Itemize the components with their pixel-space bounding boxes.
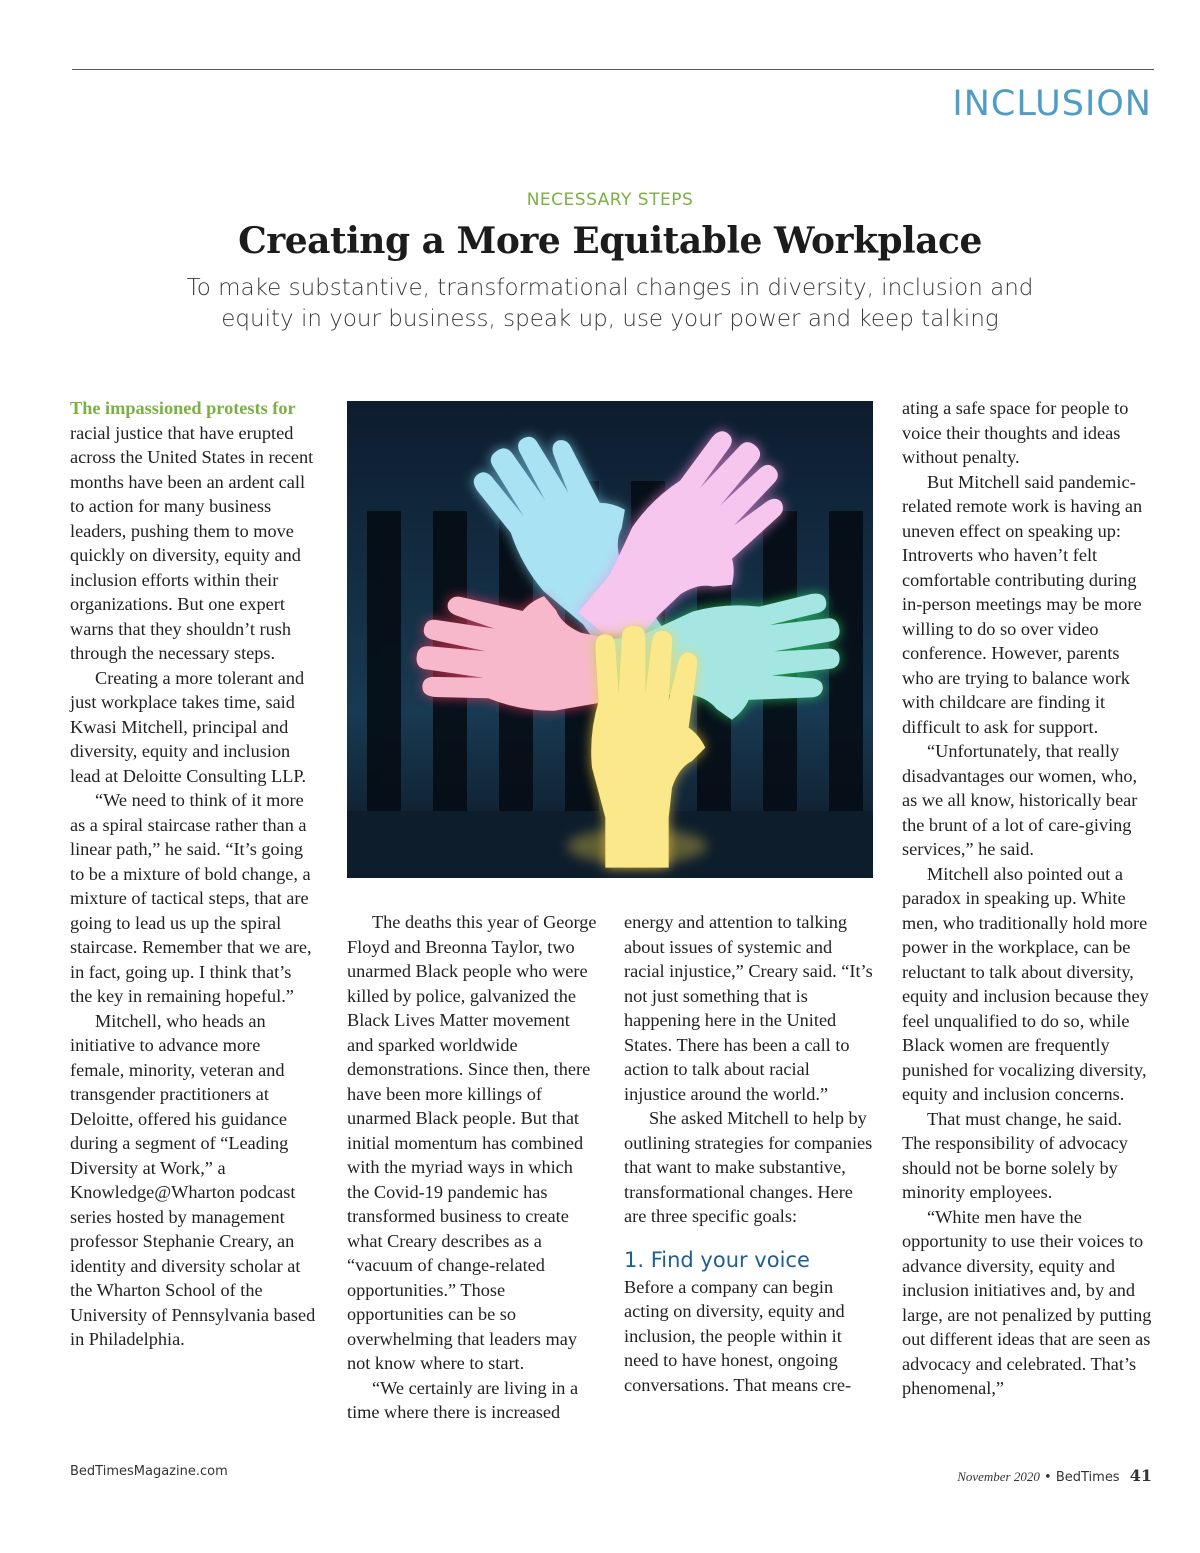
paragraph: Mitchell also pointed out a paradox in speaking up. White men, who traditionally hold more power in the workplace, can be reluctant to talk about diversity, equity and inclusion because they feel unqualified to do so, while Black women are frequently punished for vocalizing diversity, equity and inclusion concerns. — [902, 863, 1149, 1104]
hands-photo — [347, 401, 873, 878]
paragraph: “We need to think of it more as a spiral staircase rather than a linear path,” he said. “It’s going to be a mixture of bold change, a mixture of tactical steps, that are going to lead us up the spiral staircase. Remember that we are, in fact, going up. I think that’s the key in remaining hopeful.” — [70, 790, 312, 1006]
paragraph: Creating a more tolerant and just workplace takes time, said Kwasi Mitchell, principal and diversity, equity and inclusion lead at Deloitte Consulting LLP. — [70, 667, 307, 786]
paragraph: Before a company can begin acting on diversity, equity and inclusion, the people within it need to have honest, ongoing conversations. That means cre- — [624, 1276, 852, 1395]
paragraph-text: racial justice that have erupted across the United States in recent months have been an ardent call to action for many business leaders, pushing them to move quickly on diversity, equity and inclusion efforts within their organizations. But one expert warns that they shouldn’t rush through the necessary steps. — [70, 422, 314, 663]
footer-folio — [957, 1466, 1152, 1485]
footer-site: BedTimesMagazine.com — [70, 1464, 228, 1479]
subhead: 1. Find your voice — [624, 1247, 810, 1272]
paragraph: ating a safe space for people to voice their thoughts and ideas without penalty. — [902, 398, 1129, 467]
column-4 — [902, 396, 1154, 1401]
page-number: 41 — [1129, 1466, 1152, 1485]
paragraph: Mitchell, who heads an initiative to advance more female, minority, veteran and transgender practitioners at Deloitte, offered his guidance during a segment of “Leading Diversity at Work,” a Knowledge@Wharton podcast series hosted by management professor Stephanie Creary, an identity and diversity scholar at the Wharton School of the University of Pennsylvania based in Philadelphia. — [70, 1010, 316, 1349]
kicker: NECESSARY STEPS — [526, 190, 694, 210]
paragraph: “We certainly are living in a time where there is increased — [347, 1377, 579, 1422]
paragraph: energy and attention to talking about issues of systemic and racial injustice,” Creary said. “It’s not just something that is happening here in the United States. There has been a call to action to talk about racial injustice around the world.” — [624, 912, 873, 1104]
paragraph: The deaths this year of George Floyd and Breonna Taylor, two unarmed Black people who were killed by police, galvanized the Black Lives Matter movement and sparked worldwide demonstrations. Since then, there have been more killings of unarmed Black people. But that initial momentum has combined with the myriad ways in which the Covid-19 pandemic has transformed business to create what Creary describes as a “vacuum of change-related opportunities.” Those opportunities can be so overwhelming that leaders may not know where to start. — [347, 912, 597, 1373]
footer-brand: BedTimes — [1055, 1470, 1120, 1485]
column-3 — [624, 910, 874, 1397]
footer-separator: • — [1044, 1470, 1052, 1485]
paragraph: “Unfortunately, that really disadvantages our women, who, as we all know, historically bear the brunt of a lot of care-giving services,” he said. — [902, 741, 1138, 859]
footer-date: November 2020 — [957, 1469, 1040, 1484]
deck-line-2: equity in your business, speak up, use your power and keep talking — [221, 306, 999, 332]
column-2 — [347, 910, 597, 1425]
section-label: INCLUSION — [952, 84, 1152, 124]
column-1 — [70, 396, 318, 1352]
paragraph: She asked Mitchell to help by outlining strategies for companies that want to make substantive, transformational changes. Here are three specific goals: — [624, 1108, 873, 1226]
headline: Creating a More Equitable Workplace — [238, 220, 982, 262]
paragraph: “White men have the opportunity to use their voices to advance diversity, equity and inclusion initiatives and, by and large, are not penalized by putting out different ideas that are seen as advocacy and celebrated. That’s phenomenal,” — [902, 1206, 1152, 1398]
header-rule — [72, 69, 1154, 70]
paragraph: But Mitchell said pandemic-related remote work is having an uneven effect on speaking up: Introverts who haven’t felt comfortable contributing during in-person meetings may be more willing to do so over video conference. However, parents who are trying to balance work with childcare are finding it difficult to ask for support. — [902, 471, 1143, 737]
lead-in: The impassioned protests for — [70, 398, 296, 418]
deck — [140, 273, 1080, 335]
paragraph: That must change, he said. The responsibility of advocacy should not be borne solely by minority employees. — [902, 1108, 1128, 1202]
deck-line-1: To make substantive, transformational changes in diversity, inclusion and — [186, 275, 1034, 301]
paragraph — [70, 396, 318, 666]
